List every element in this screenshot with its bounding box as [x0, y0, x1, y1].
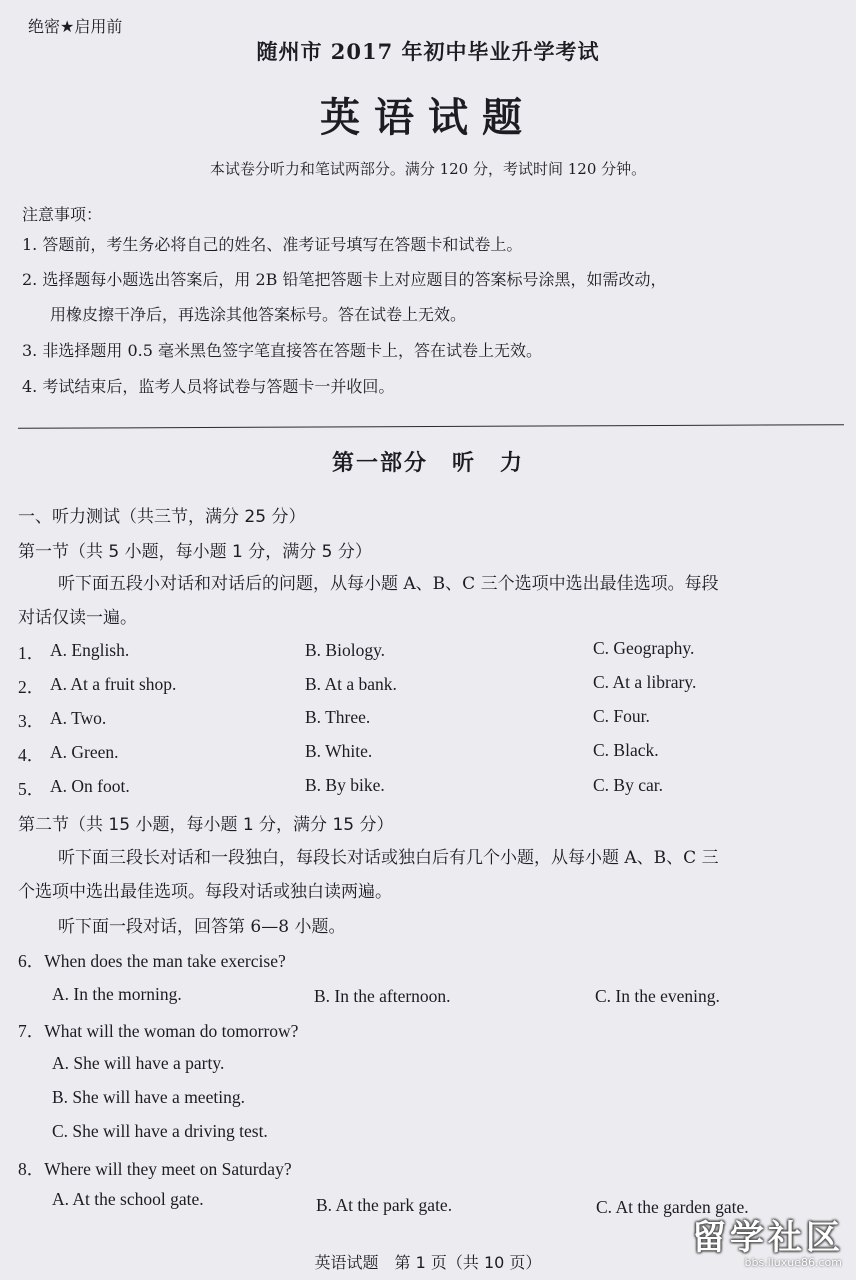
option-a: A. She will have a party. [52, 1053, 225, 1073]
option-b: B. By bike. [305, 775, 385, 795]
option-c: C. By car. [593, 775, 663, 795]
question-stem: 6．When does the man take exercise? [18, 951, 286, 971]
option-a: A. At the school gate. [52, 1189, 204, 1209]
option-c: C. In the evening. [595, 986, 720, 1006]
exam-intro: 本试卷分听力和笔试两部分。满分 120 分，考试时间 120 分钟。 [209, 160, 647, 178]
question-number: 3． [18, 711, 45, 731]
option-b: B. At the park gate. [316, 1195, 453, 1215]
option-c: C. Black. [593, 740, 659, 760]
option-a: A. On foot. [50, 776, 130, 796]
note-item: 1. 答题前，考生务必将自己的姓名、准考证号填写在答题卡和试卷上。 [22, 235, 523, 254]
question-number: 1． [18, 643, 45, 663]
question-number: 5． [18, 779, 45, 799]
notes-heading: 注意事项： [22, 205, 103, 224]
option-a: A. In the morning. [52, 984, 182, 1004]
option-b: B. Biology. [305, 640, 386, 660]
sec2-instruction: 听下面三段长对话和一段独白，每段长对话或独白后有几个小题，从每小题 A、B、C 三 [58, 848, 719, 868]
page-footer: 英语试题 第 1 页（共 10 页） [314, 1253, 542, 1272]
option-b: B. At a bank. [305, 674, 397, 694]
option-b: B. In the afternoon. [314, 986, 451, 1006]
question-stem: 8．Where will they meet on Saturday? [18, 1159, 292, 1179]
option-c: C. Four. [593, 706, 650, 726]
sec2-instruction: 个选项中选出最佳选项。每段对话或独白读两遍。 [18, 882, 392, 902]
option-b: B. White. [305, 741, 373, 761]
option-c: C. Geography. [593, 638, 695, 658]
option-a: A. Two. [50, 708, 107, 728]
secret-mark: 绝密★启用前 [28, 17, 123, 36]
option-b: B. Three. [305, 707, 371, 727]
option-b: B. She will have a meeting. [52, 1087, 245, 1107]
question-stem: 7．What will the woman do tomorrow? [18, 1021, 299, 1041]
exam-title: 随州市 2017 年初中毕业升学考试 [256, 39, 600, 64]
subject-title: 英语试题 [320, 94, 536, 141]
watermark-url: bbs.liuxue86.com [744, 1256, 842, 1269]
note-item: 2. 选择题每小题选出答案后，用 2B 铅笔把答题卡上对应题目的答案标号涂黑，如需改动， [22, 270, 667, 289]
sec1-instruction: 对话仅读一遍。 [18, 608, 137, 628]
question-number: 2． [18, 677, 45, 697]
note-item: 3. 非选择题用 0.5 毫米黑色签字笔直接答在答题卡上，答在试卷上无效。 [22, 341, 542, 360]
note-item: 4. 考试结束后，监考人员将试卷与答题卡一并收回。 [22, 377, 395, 396]
option-c: C. At a library. [593, 672, 697, 692]
option-c: C. She will have a driving test. [52, 1121, 268, 1141]
option-a: A. Green. [50, 742, 119, 762]
section-heading: 一、听力测试（共三节，满分 25 分） [18, 507, 306, 527]
note-item-continued: 用橡皮擦干净后，再选涂其他答案标号。答在试卷上无效。 [50, 305, 467, 324]
option-c: C. At the garden gate. [596, 1197, 749, 1217]
option-a: A. At a fruit shop. [50, 674, 177, 694]
sec2-instruction: 听下面一段对话，回答第 6—8 小题。 [58, 917, 346, 937]
sec2-heading: 第二节（共 15 小题，每小题 1 分，满分 15 分） [18, 815, 394, 835]
section-divider [18, 424, 844, 429]
sec1-instruction: 听下面五段小对话和对话后的问题，从每小题 A、B、C 三个选项中选出最佳选项。每段 [58, 574, 719, 594]
option-a: A. English. [50, 640, 130, 660]
watermark-logo: 留学社区 [692, 1218, 844, 1258]
sec1-heading: 第一节（共 5 小题，每小题 1 分，满分 5 分） [18, 542, 372, 562]
part-title: 第一部分 听 力 [331, 451, 524, 476]
question-number: 4． [18, 745, 45, 765]
